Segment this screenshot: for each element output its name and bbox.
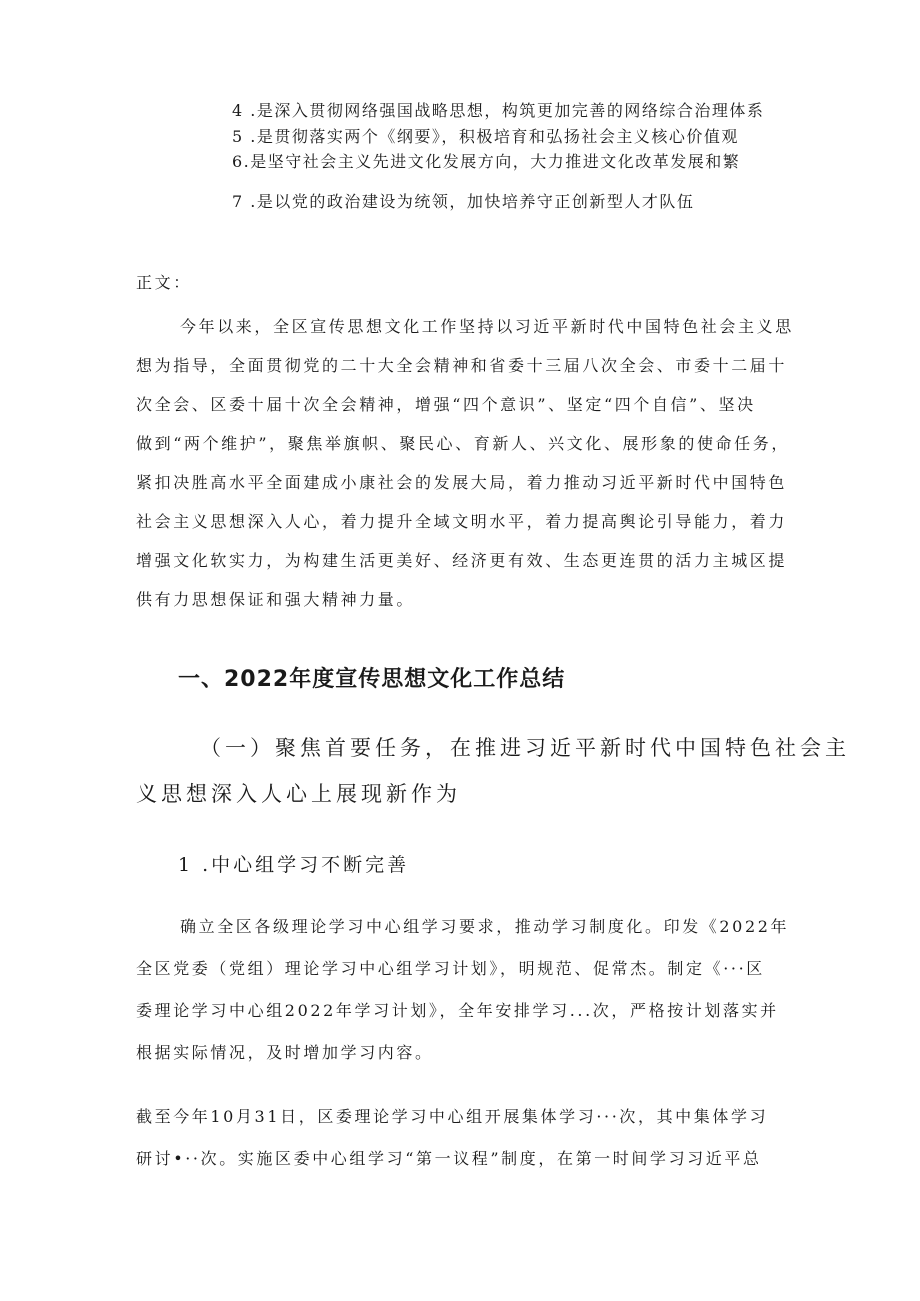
para2-line: 研讨•··次。实施区委中心组学习“第一议程”制度，在第一时间学习习近平总 <box>136 1149 762 1168</box>
subsection-heading-line: （一）聚焦首要任务，在推进习近平新时代中国特色社会主 <box>200 736 850 760</box>
subsection-heading-line: 义思想深入人心上展现新作为 <box>136 782 461 806</box>
intro-line: 次全会、区委十届十次全会精神，增强“四个意识”、坚定“四个自信”、坚决 <box>136 395 756 414</box>
section-heading: 一、2022年度宣传思想文化工作总结 <box>178 667 566 692</box>
intro-line: 想为指导，全面贯彻党的二十大全会精神和省委十三届八次全会、市委十二届十 <box>136 356 788 375</box>
para2-line: 截至今年10月31日，区委理论学习中心组开展集体学习···次，其中集体学习 <box>136 1107 769 1126</box>
intro-line: 增强文化软实力，为构建生活更美好、经济更有效、生态更连贯的活力主城区提 <box>136 551 788 570</box>
list-item-5: 5 .是贯彻落实两个《纲要》，积极培育和弘扬社会主义核心价值观 <box>232 127 739 146</box>
intro-line: 今年以来，全区宣传思想文化工作坚持以习近平新时代中国特色社会主义思 <box>180 317 794 336</box>
item-heading: 1 .中心组学习不断完善 <box>178 854 410 876</box>
para1-line: 委理论学习中心组2022年学习计划》，全年安排学习...次，严格按计划落实并 <box>136 1001 779 1020</box>
para1-line: 全区党委（党组）理论学习中心组学习计划》，明规范、促常杰。制定《···区 <box>136 959 765 978</box>
intro-line: 社会主义思想深入人心，着力提升全域文明水平，着力提高舆论引导能力，着力 <box>136 512 788 531</box>
list-item-7: 7 .是以党的政治建设为统领，加快培养守正创新型人才队伍 <box>232 192 695 211</box>
para1-line: 根据实际情况，及时增加学习内容。 <box>136 1043 434 1062</box>
para1-line: 确立全区各级理论学习中心组学习要求，推动学习制度化。印发《2022年 <box>180 917 790 936</box>
list-item-6: 6.是坚守社会主义先进文化发展方向，大力推进文化改革发展和繁 <box>232 152 741 171</box>
intro-line: 供有力思想保证和强大精神力量。 <box>136 590 416 609</box>
intro-line: 做到“两个维护”，聚焦举旗帜、聚民心、育新人、兴文化、展形象的使命任务， <box>136 434 790 453</box>
body-label: 正文： <box>136 273 192 292</box>
list-item-4: 4 .是深入贯彻网络强国战略思想，构筑更加完善的网络综合治理体系 <box>232 101 765 120</box>
intro-line: 紧扣决胜高水平全面建成小康社会的发展大局，着力推动习近平新时代中国特色 <box>136 473 788 492</box>
